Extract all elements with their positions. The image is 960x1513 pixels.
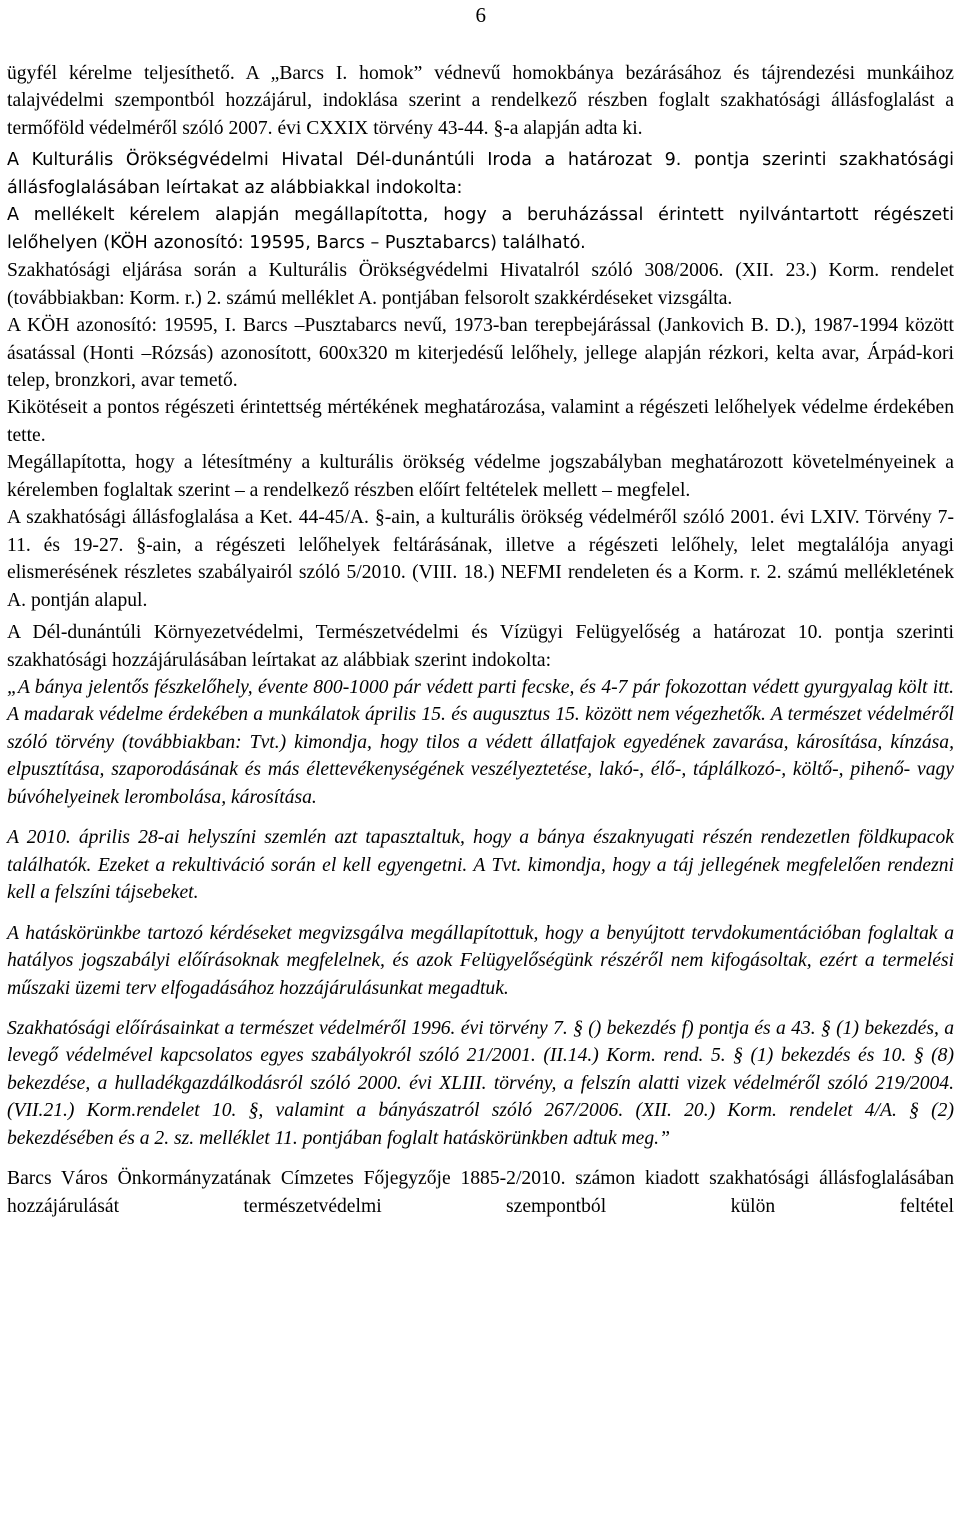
paragraph-heritage-site: A mellékelt kérelem alapján megállapította, hogy a beruházással érintett nyilvántartott régészeti lelőhelyen (KÖH azonosító: 19595, Barcs – Pusztabarcs) található.	[7, 205, 954, 253]
paragraph-heritage-office-intro: A Kulturális Örökségvédelmi Hivatal Dél-dunántúli Iroda a határozat 9. pontja szerinti szakhatósági állásfoglalásában leírtakat az alábbiakkal indokolta:	[7, 150, 954, 198]
paragraph-heritage-site-details: A KÖH azonosító: 19595, I. Barcs –Pusztabarcs nevű, 1973-ban terepbejárással (Jankovich B. D.), 1987-1994 között ásatással (Honti –Rózsás) azonosított, 600x320 m kiterjedésű lelőhely, jellege alapján rézkori, kelta avar, Árpád-kori telep, bronzkori, avar temető.	[7, 315, 954, 391]
paragraph-quote-nesting: „A bánya jelentős fészkelőhely, évente 800-1000 pár védett parti fecske, és 4-7 pár fokozottan védett gyurgyalag költ itt. A madarak védelme érdekében a munkálatok április 15. és augusztus 15. között nem végezhetők. A természet védelméről szóló törvény (továbbiakban: Tvt.) kimondja, hogy tilos a védett állatfajok egyedének zavarása, károsítása, kínzása, elpusztítása, szaporodásának és más élettevékenységének veszélyeztetése, lakó-, élő-, táplálkozó-, költő-, pihenő- vagy búvóhelyeinek lerombolása, károsítása.	[7, 676, 954, 808]
paragraph-findings: Megállapította, hogy a létesítmény a kulturális örökség védelme jogszabályban meghatározott követelményeinek a kérelemben foglaltak szerint – a rendelkező részben előírt feltételek mellett – megfelel.	[7, 452, 954, 501]
paragraph-conditions: Kikötéseit a pontos régészeti érintettség mértékének meghatározása, valamint a régészeti lelőhelyek védelme érdekében tette.	[7, 397, 954, 446]
paragraph-quote-site-visit: A 2010. április 28-ai helyszíni szemlén azt tapasztaltuk, hogy a bánya északnyugati részén rendezetlen földkupacok találhatók. Ezeket a rekultiváció során el kell egyengetni. A Tvt. kimondja, hogy a táj jellegének megfelelően rendezni kell a felszíni tájsebeket.	[7, 827, 954, 904]
paragraph-municipality: Barcs Város Önkormányzatának Címzetes Főjegyzője 1885-2/2010. számon kiadott szakhatósági állásfoglalásában hozzájárulását természetvédelmi szempontból külön feltétel	[7, 1168, 954, 1217]
paragraph-legal-basis: A szakhatósági állásfoglalása a Ket. 44-45/A. §-ain, a kulturális örökség védelméről szóló 2001. évi LXIV. Törvény 7-11. és 19-27. §-ain, a régészeti lelőhelyek feltárásának, illetve a régészeti lelőhely, lelet megtalálója anyagi elismerésének részletes szabályairól szóló 5/2010. (VIII. 18.) NEFMI rendeleten és a Korm. r. 2. számú mellékletének A. pontján alapul.	[7, 507, 954, 611]
paragraph-quote-approval: A hatáskörünkbe tartozó kérdéseket megvizsgálva megállapítottuk, hogy a benyújtott tervdokumentációban foglaltak a hatályos jogszabályi előírásoknak megfelelnek, és azok Felügyelőségünk részéről nem kifogásoltak, ezért a termelési műszaki üzemi terv elfogadásához hozzájárulásunkat megadtuk.	[7, 922, 954, 999]
document-body	[7, 60, 954, 1220]
paragraph-environment-office-intro: A Dél-dunántúli Környezetvédelmi, Természetvédelmi és Vízügyi Felügyelőség a határozat 10. pontja szerinti szakhatósági hozzájárulásában leírtakat az alábbiak szerint indokolta:	[7, 622, 954, 671]
page-number: 6	[475, 3, 486, 27]
paragraph-soil-protection: ügyfél kérelme teljesíthető. A „Barcs I. homok” védnevű homokbánya bezárásához és tájrendezési munkáihoz talajvédelmi szempontból hozzájárul, indoklása szerint a rendelkező részben foglalt szakhatósági állásfoglalást a termőföld védelméről szóló 2007. évi CXXIX törvény 43-44. §-a alapján adta ki.	[7, 63, 954, 139]
paragraph-heritage-procedure: Szakhatósági eljárása során a Kulturális Örökségvédelmi Hivatalról szóló 308/2006. (XII. 23.) Korm. rendelet (továbbiakban: Korm. r.) 2. számú melléklet A. pontjában felsorolt szakkérdéseket vizsgálta.	[7, 260, 954, 309]
paragraph-quote-legal-basis: Szakhatósági előírásainkat a természet védelméről 1996. évi törvény 7. § () bekezdés f) pontja és a 43. § (1) bekezdés, a levegő védelmével kapcsolatos egyes szabályokról szóló 21/2001. (II.14.) Korm. rend. 5. § (1) bekezdés és 10. § (8) bekezdése, a hulladékgazdálkodásról szóló 2000. évi XLIII. törvény, a felszín alatti vizek védelméről szóló 219/2004. (VII.21.) Korm.rendelet 10. §, valamint a bányászatról szóló 267/2006. (XII. 20.) Korm. rendelet 4/A. § (2) bekezdésében és a 2. sz. melléklet 11. pontjában foglalt hatáskörünkben adtuk meg.”	[7, 1017, 954, 1149]
